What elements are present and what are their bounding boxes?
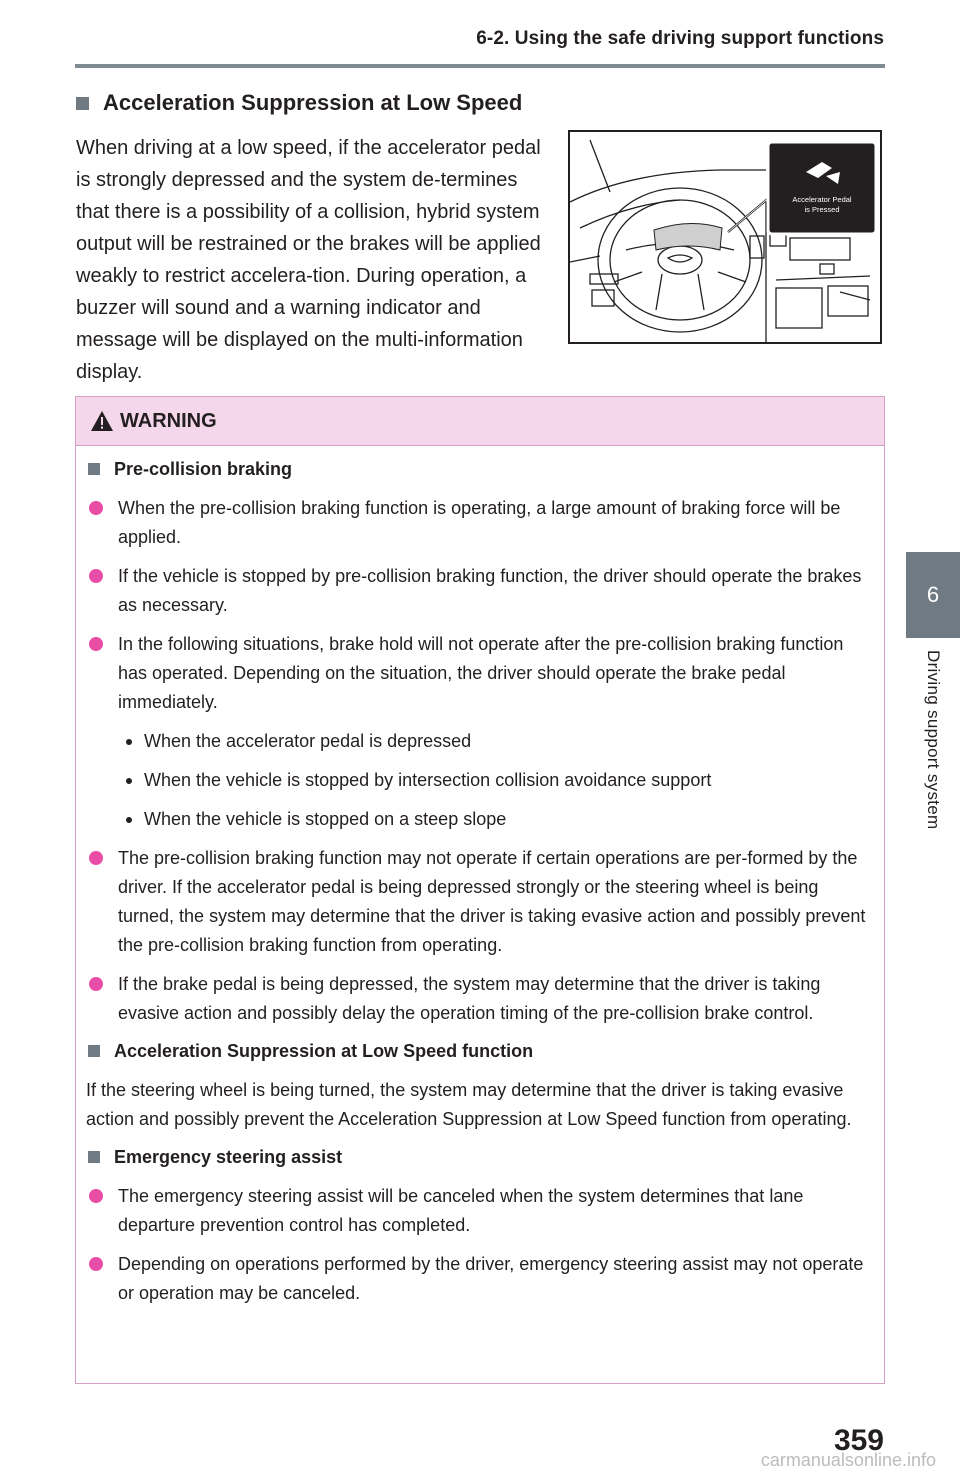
- warning-box: [75, 396, 885, 1384]
- bullet-text: When the pre-collision braking function is operating, a large amount of braking force will be applied.: [118, 498, 841, 547]
- list-item: [86, 494, 872, 552]
- bullet-dot-icon: [89, 501, 103, 515]
- bullet-text: If the brake pedal is being depressed, the system may determine that the driver is taking evasive action and possibly delay the operation timing of the pre-collision brake control.: [118, 974, 821, 1023]
- list-item: [86, 1182, 872, 1240]
- sub-list-item: [86, 727, 872, 756]
- sub-bullet-text: When the vehicle is stopped by intersection collision avoidance support: [144, 770, 712, 790]
- warning-body: [76, 446, 884, 1308]
- chapter-number: 6: [926, 582, 940, 607]
- bullet-text: In the following situations, brake hold will not operate after the pre-collision braking function has operated. Depending on the situation, the driver should operate the brake pedal immediately.: [118, 634, 844, 712]
- bullet-dot-icon: [89, 637, 103, 651]
- section-heading: [76, 90, 522, 116]
- sub-bullet-text: When the accelerator pedal is depressed: [144, 731, 472, 751]
- bullet-dot-icon: [89, 569, 103, 583]
- warning-header: [76, 397, 884, 446]
- bullet-dot-icon: [89, 1257, 103, 1271]
- accel-suppression-heading: [86, 1038, 872, 1064]
- page-number: 359: [833, 1424, 884, 1457]
- square-bullet-icon: [76, 97, 89, 110]
- bullet-text: The emergency steering assist will be canceled when the system determines that lane departure prevention control has completed.: [118, 1186, 804, 1235]
- small-dot-icon: [126, 739, 132, 745]
- sub-bullet-text: When the vehicle is stopped on a steep slope: [144, 809, 507, 829]
- bullet-dot-icon: [89, 851, 103, 865]
- list-item: [86, 1250, 872, 1308]
- header-title: 6-2. Using the safe driving support functions: [476, 28, 884, 49]
- display-text-line2: is Pressed: [804, 205, 840, 214]
- accel-suppression-heading-text: Acceleration Suppression at Low Speed function: [114, 1040, 534, 1061]
- pre-collision-heading-text: Pre-collision braking: [114, 458, 293, 479]
- watermark: carmanualsonline.info: [760, 1450, 936, 1470]
- accel-suppression-text: If the steering wheel is being turned, the system may determine that the driver is taking evasive action and possibly prevent the Acceleration Suppression at Low Speed function from operating.: [86, 1080, 852, 1129]
- dashboard-illustration: [568, 130, 882, 344]
- square-bullet-icon: [88, 463, 100, 475]
- pre-collision-heading: [86, 456, 872, 482]
- emergency-steering-heading-text: Emergency steering assist: [114, 1146, 343, 1167]
- chapter-label: Driving support system: [924, 650, 943, 830]
- square-bullet-icon: [88, 1045, 100, 1057]
- display-text-line1: Accelerator Pedal: [792, 195, 852, 204]
- list-item: [86, 970, 872, 1028]
- square-bullet-icon: [88, 1151, 100, 1163]
- bullet-text: The pre-collision braking function may not operate if certain operations are per-formed by the driver. If the accelerator pedal is being depressed strongly or the steering wheel is being turned, the system may determine that the driver is taking evasive action and possibly prevent the pre-collision braking function from operating.: [118, 848, 866, 955]
- warning-triangle-icon: [90, 410, 114, 432]
- sub-list-item: [86, 766, 872, 795]
- list-item: [86, 630, 872, 717]
- bullet-dot-icon: [89, 1189, 103, 1203]
- bullet-text: If the vehicle is stopped by pre-collision braking function, the driver should operate the brakes as necessary.: [118, 566, 862, 615]
- list-item: [86, 562, 872, 620]
- warning-title: WARNING: [120, 409, 217, 432]
- header-rule: [75, 64, 885, 68]
- small-dot-icon: [126, 817, 132, 823]
- chapter-tab: [906, 552, 960, 638]
- emergency-steering-heading: [86, 1144, 872, 1170]
- small-dot-icon: [126, 778, 132, 784]
- dashboard-drawing: [570, 132, 880, 342]
- sub-list-item: [86, 805, 872, 834]
- section-intro: When driving at a low speed, if the accelerator pedal is strongly depressed and the system de-termines that there is a possibility of a collision, hybrid system output will be restrained or the brakes will be applied weakly to restrict accelera-tion. During operation, a buzzer will sound and a warning indicator and message will be displayed on the multi-information display.: [76, 137, 541, 383]
- bullet-dot-icon: [89, 977, 103, 991]
- bullet-text: Depending on operations performed by the driver, emergency steering assist may not operate or operation may be canceled.: [118, 1254, 864, 1303]
- list-item: [86, 844, 872, 960]
- section-heading-text: Acceleration Suppression at Low Speed: [103, 90, 523, 115]
